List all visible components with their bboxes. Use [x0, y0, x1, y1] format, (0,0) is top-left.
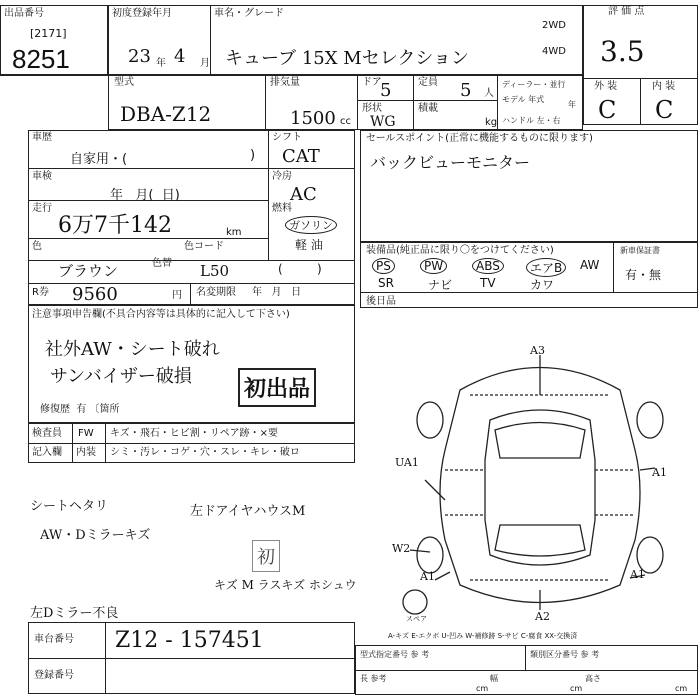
mileage-label: 走行 — [32, 203, 52, 214]
cap-unit: 人 — [484, 88, 494, 99]
reg-unit-year: 年 — [156, 58, 166, 69]
inspector-naiso: 内装 — [76, 447, 96, 458]
reg-year: 23 — [128, 46, 151, 67]
inspector-line2: シミ・汚レ・コゲ・穴・スレ・キレ・破ロ — [110, 447, 300, 458]
mark-w2: W2 — [392, 542, 411, 555]
length-label: 長 参考 — [360, 674, 387, 683]
notes-line1: 社外AW・シート破れ — [45, 339, 220, 360]
warranty-value: 有・無 — [625, 268, 662, 282]
spare-label: スペア — [406, 615, 427, 623]
inspect-value: 年 月( 日) — [110, 188, 180, 203]
mark-a1-right: A1 — [652, 466, 667, 479]
free-note-5: 左Dミラー不良 — [30, 606, 119, 621]
fuel-label: 燃料 — [272, 203, 292, 214]
fuel-paren: ( ) — [278, 262, 322, 276]
disp-value: 1500 — [290, 108, 336, 129]
inspector-label-2: 記入欄 — [32, 447, 62, 458]
equip-tv: TV — [480, 276, 496, 290]
history-close: ) — [250, 148, 256, 163]
drive-4wd: 4WD — [542, 46, 566, 57]
lot-number: 8251 — [12, 44, 70, 74]
rating-label: 評 価 点 — [608, 6, 645, 17]
equip-sr: SR — [378, 276, 394, 290]
small-stamp: 初 — [252, 540, 280, 572]
car-label: 車名・グレード — [214, 8, 284, 19]
cap-value: 5 — [460, 80, 472, 101]
width-unit: cm — [570, 684, 583, 693]
mark-a1-rear: A1 — [630, 568, 645, 581]
recycle-label: R券 — [32, 287, 49, 298]
sales-label: セールスポイント(正常に機能するものに限ります) — [366, 133, 593, 144]
reg-label: 初度登録年月 — [112, 8, 172, 19]
mark-a3: A3 — [530, 344, 545, 357]
load-label: 積載 — [418, 103, 438, 114]
meikoshi-label: 名変期限 — [196, 287, 236, 298]
cat-number-label: 類別区分番号 参 考 — [530, 650, 600, 659]
mark-a1-left: A1 — [420, 570, 435, 583]
cool-label: 冷房 — [272, 171, 292, 182]
shape-value: WG — [370, 114, 396, 130]
model-label: 型式 — [114, 77, 134, 88]
sales-point: バックビューモニター — [370, 153, 531, 172]
history-value: 自家用・( — [70, 152, 128, 167]
notes-label: 注意事項申告欄(不具合内容等は具体的に記入して下さい) — [32, 309, 290, 320]
inspector-fw: FW — [78, 428, 94, 439]
color-label: 色 — [32, 241, 42, 252]
notes-line2: サンバイザー破損 — [50, 366, 192, 387]
disp-unit: cc — [340, 116, 351, 127]
recycle-value: 9560 — [72, 284, 118, 305]
equip-aw: AW — [580, 258, 600, 272]
exterior-label: 外 装 — [594, 81, 618, 92]
fuel-diesel: 軽 油 — [295, 238, 323, 252]
drive-2wd: 2WD — [542, 20, 566, 31]
mark-a2: A2 — [535, 610, 550, 623]
free-note-2: AW・Dミラーキズ — [40, 528, 151, 543]
spec-number-label: 型式指定番号 参 考 — [360, 650, 430, 659]
dealer-label: ディーラー・並行 — [502, 80, 566, 89]
shape-label: 形状 — [362, 103, 382, 114]
sales-box — [360, 130, 698, 242]
interior-grade: C — [655, 96, 674, 124]
km-unit: km — [226, 227, 242, 238]
after-label: 後日品 — [366, 296, 396, 307]
height-unit: cm — [675, 684, 688, 693]
first-listing-stamp: 初出品 — [238, 368, 316, 407]
equip-leather: カワ — [530, 278, 555, 292]
shift-label: シフト — [272, 132, 302, 143]
door-label: ドア — [362, 77, 382, 88]
colorcode-value: L50 — [200, 262, 230, 280]
door-value: 5 — [380, 80, 392, 101]
reg-unit-month: 月 — [200, 58, 210, 69]
history-label: 車歴 — [32, 132, 52, 143]
year-unit: 年 — [568, 100, 576, 109]
handle-label: ハンドル 左・右 — [502, 116, 561, 125]
cap-label: 定員 — [418, 77, 438, 88]
inspector-label-1: 検査員 — [32, 428, 62, 439]
cool-value: AC — [290, 184, 317, 205]
free-note-1: シートヘタリ — [30, 499, 109, 514]
meikoshi-value: 年 月 日 — [252, 287, 302, 298]
equip-abs: ABS — [472, 258, 504, 274]
free-note-4: キズ M ラスキズ ホシュウ — [214, 578, 357, 592]
mileage-value: 6万7千142 — [58, 213, 172, 238]
fuel-gasoline: ガソリン — [285, 216, 337, 234]
repair-label: 修復歴 有 〔箇所 — [40, 404, 120, 415]
lot-label: 出品番号 — [4, 8, 44, 19]
height-label: 高さ — [585, 674, 601, 683]
load-unit: kg — [485, 117, 498, 128]
car-name: キューブ 15X Mセレクション — [225, 48, 469, 69]
lot-sub: [2171] — [30, 27, 67, 40]
exterior-grade: C — [598, 96, 617, 124]
color-value: ブラウン — [58, 262, 119, 280]
colorcode-label: 色コード — [184, 241, 224, 252]
reg-month: 4 — [174, 46, 186, 67]
reg-number-label: 登録番号 — [34, 670, 74, 681]
equip-ps: PS — [372, 258, 395, 274]
disp-label: 排気量 — [270, 77, 300, 88]
car-diagram — [390, 340, 690, 625]
equip-navi: ナビ — [428, 278, 453, 292]
shift-value: CAT — [282, 146, 320, 167]
inspector-line1: キズ・飛石・ヒビ割・リペア跡・×要 — [110, 428, 278, 439]
equipment-label: 装備品(純正品に限り〇をつけてください) — [366, 245, 554, 256]
warranty-label: 新車保証書 — [620, 246, 660, 255]
chassis-label: 車台番号 — [34, 634, 74, 645]
inspect-label: 車検 — [32, 171, 52, 182]
width-label: 幅 — [490, 674, 498, 683]
interior-label: 内 装 — [652, 81, 676, 92]
colorchange-label: 色替 — [152, 258, 172, 269]
free-note-3: 左ドアイヤハウスM — [190, 504, 306, 519]
recycle-unit: 円 — [172, 290, 182, 301]
length-unit: cm — [476, 684, 489, 693]
damage-legend: A-キズ E-エクボ U-凹み W-補修跡 S-サビ C-腐食 XX-交換済 — [388, 632, 578, 640]
equip-pw: PW — [420, 258, 447, 274]
model-value: DBA-Z12 — [120, 102, 212, 126]
chassis-value: Z12 - 157451 — [115, 628, 264, 653]
mark-ua1: UA1 — [395, 456, 419, 469]
equip-airbag: エアB — [526, 258, 566, 277]
rating-value: 3.5 — [600, 35, 645, 68]
model-year-label: モデル 年式 — [502, 95, 545, 104]
